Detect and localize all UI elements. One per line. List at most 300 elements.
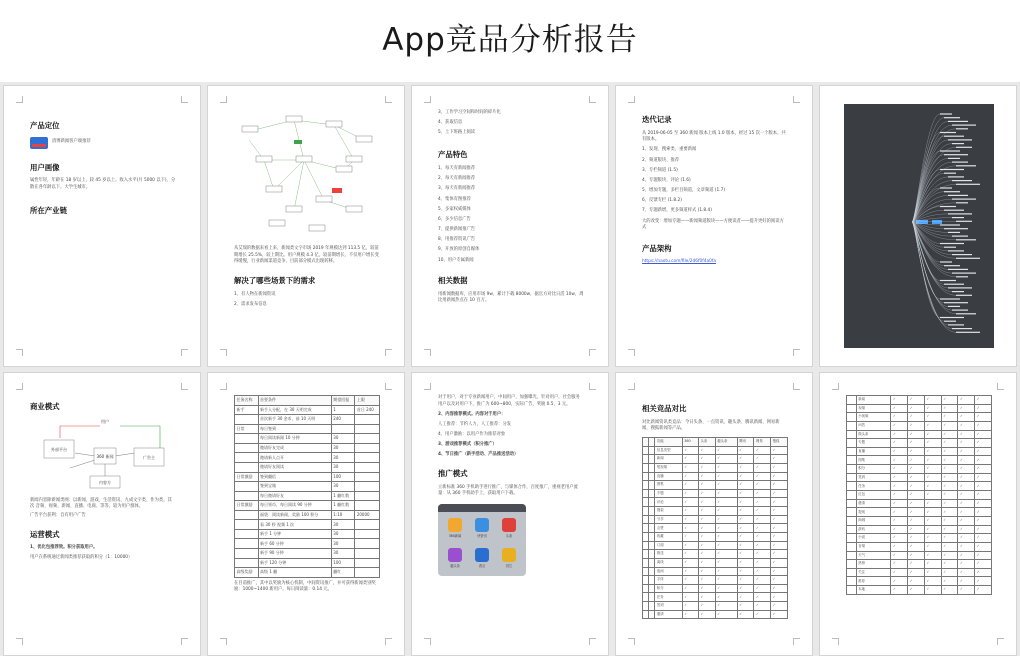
table-row (847, 491, 992, 500)
check-cell: ✓ (737, 472, 754, 481)
table-cell: 100 (331, 472, 355, 482)
check-cell: ✓ (958, 499, 975, 508)
page-thumbnail-4[interactable] (615, 85, 813, 367)
table-cell: 积分 (856, 465, 891, 474)
table-row (643, 550, 788, 559)
iteration-item: 6、反馈专栏 (1.8.2) (642, 198, 682, 204)
check-cell: ✓ (941, 586, 958, 595)
check-cell: ✓ (924, 482, 941, 491)
check-cell: ✓ (908, 456, 925, 465)
mindmap-branch-node (932, 220, 942, 224)
check-cell: ✓ (715, 507, 737, 516)
mindmap-leaf (944, 265, 960, 266)
check-cell: ✓ (975, 430, 992, 439)
table-cell: 直播 (856, 447, 891, 456)
heading-industry-chain: 所在产业链 (30, 205, 67, 215)
table-cell (355, 501, 380, 511)
table-cell: 新手 120 分钟 (258, 558, 331, 568)
mindmap-leaf (948, 269, 968, 270)
iteration-item: 5、增加专题，多栏目频道，文章频道 (1.7) (642, 188, 726, 194)
table-cell (355, 453, 380, 463)
iteration-intro: 从 2019-06-05 至 360 新闻 版本上线 1.0 版本，经过 15 次一个版本，共有版本。 (642, 130, 786, 143)
check-cell: ✓ (754, 558, 771, 567)
page-thumbnail-8[interactable] (411, 372, 609, 656)
table-cell: 信息类型 (655, 446, 682, 455)
check-cell: ✓ (975, 465, 992, 474)
table-row (643, 446, 788, 455)
table-row (643, 524, 788, 533)
check-cell: ✓ (924, 447, 941, 456)
check-cell: ✓ (941, 568, 958, 577)
check-cell: ✓ (941, 473, 958, 482)
check-cell: ✓ (698, 507, 715, 516)
table-cell: 小说 (856, 534, 891, 543)
table-row (235, 539, 380, 549)
table-cell (235, 491, 259, 501)
mindmap-leaf (944, 117, 960, 118)
check-cell: ✓ (737, 567, 754, 576)
check-cell: ✓ (698, 472, 715, 481)
check-cell: ✓ (715, 489, 737, 498)
check-cell: ✓ (958, 447, 975, 456)
table-cell: 30 (331, 520, 355, 530)
mindmap-leaf (952, 328, 972, 329)
table-cell: 邀请好友完成 (258, 443, 331, 453)
check-cell: ✓ (958, 396, 975, 405)
check-cell: ✓ (908, 499, 925, 508)
table-header-cell: 网易 (754, 437, 771, 446)
check-cell: ✓ (891, 586, 908, 595)
mindmap-leaf (944, 136, 964, 137)
check-cell: ✓ (771, 532, 788, 541)
table-cell: 离线 (655, 558, 682, 567)
check-cell: ✓ (771, 515, 788, 524)
check-cell: ✓ (958, 508, 975, 517)
table-row (847, 439, 992, 448)
check-cell: ✓ (771, 446, 788, 455)
table-cell: 天气 (856, 551, 891, 560)
table-cell: 专题 (655, 489, 682, 498)
table-cell: 首次新手 30 金币，前 10 天明 (258, 415, 331, 425)
page-thumbnail-7[interactable] (207, 372, 405, 656)
check-cell: ✓ (698, 515, 715, 524)
feature-item: 3、每天有新闻推荐 (438, 186, 476, 192)
check-cell: ✓ (737, 584, 754, 593)
check-cell: ✓ (737, 524, 754, 533)
app-logo (30, 137, 48, 149)
table-cell (847, 465, 857, 474)
check-cell: ✓ (941, 499, 958, 508)
table-row (235, 434, 380, 444)
page-thumbnail-2[interactable] (207, 85, 405, 367)
table-cell (847, 430, 857, 439)
table-cell (847, 508, 857, 517)
check-cell: ✓ (737, 515, 754, 524)
table-row (643, 455, 788, 464)
table-cell (847, 421, 857, 430)
check-cell: ✓ (771, 584, 788, 593)
check-cell: ✓ (891, 430, 908, 439)
page-thumbnail-1[interactable] (3, 85, 201, 367)
table-cell: 1 翻红数 (331, 491, 355, 501)
mindmap-leaf (948, 139, 972, 140)
check-cell: ✓ (698, 481, 715, 490)
check-cell: ✓ (698, 567, 715, 576)
check-cell: ✓ (958, 534, 975, 543)
app-icon (502, 548, 516, 562)
check-cell: ✓ (908, 568, 925, 577)
table-row (643, 567, 788, 576)
table-cell: 每日签到 (258, 424, 331, 434)
heading-competitor-comparison: 相关竞品对比 (642, 404, 687, 413)
table-row (643, 576, 788, 585)
table-row (847, 482, 992, 491)
iteration-summary: 大的改变：增加专题——新闻频道版块——方便读者——提升更好的阅读方式 (642, 218, 784, 231)
check-cell: ✓ (958, 560, 975, 569)
check-cell: ✓ (958, 456, 975, 465)
check-cell: ✓ (975, 404, 992, 413)
table-cell: 日常 (235, 424, 259, 434)
table-cell (355, 415, 380, 425)
table-cell (355, 549, 380, 559)
table-cell: 签到 (655, 602, 682, 611)
mindmap-leaf (956, 128, 968, 129)
check-cell: ✓ (715, 498, 737, 507)
architecture-link[interactable]: https://naotu.com/file/2d6f0f4a0fa (642, 259, 716, 265)
table-cell: 音频 (856, 542, 891, 551)
check-cell: ✓ (715, 550, 737, 559)
table-header-cell: 搜狐 (771, 437, 788, 446)
app-folder-screenshot (438, 504, 526, 576)
table-cell (847, 560, 857, 569)
check-cell: ✓ (975, 516, 992, 525)
check-cell: ✓ (682, 446, 698, 455)
page-thumbnail-3[interactable] (411, 85, 609, 367)
check-cell: ✓ (771, 463, 788, 472)
table-cell: 评论 (655, 498, 682, 507)
table-cell: 图集 (655, 481, 682, 490)
table-row (643, 481, 788, 490)
table-row (847, 430, 992, 439)
table-cell: 视频 (856, 404, 891, 413)
table-cell: 游戏 (856, 525, 891, 534)
business-model-diagram (30, 418, 180, 494)
table-cell: 每日阅读新闻 10 分钟 (258, 434, 331, 444)
check-cell: ✓ (941, 396, 958, 405)
table-cell: 新手入分配，在 30 天明完成 (258, 405, 331, 415)
table-cell: 新手 90 分钟 (258, 549, 331, 559)
mindmap-leaf (940, 150, 960, 151)
table-row (847, 508, 992, 517)
mindmap-leaf (952, 125, 976, 126)
check-cell: ✓ (682, 472, 698, 481)
check-cell: ✓ (924, 499, 941, 508)
promotion-item: 3、游戏推荐模式（积分推广） (438, 442, 497, 448)
table-cell: 翻红 (331, 568, 355, 578)
related-data-text: 用新闻数据库，应用市场 9w，累计下载 8000w，据官方对比日活 10w，周比用新闻热点在 10 百万。 (438, 291, 584, 304)
check-cell: ✓ (754, 610, 771, 619)
mindmap-leaf (944, 302, 968, 303)
table-header-cell: 趣头条 (715, 437, 737, 446)
mindmap-leaf (948, 213, 972, 214)
check-cell: ✓ (715, 472, 737, 481)
table-header-cell: 任务名称 (235, 396, 259, 406)
table-cell: 本地 (856, 586, 891, 595)
table-cell: 新手 60 分钟 (258, 539, 331, 549)
table-cell: 图集 (856, 456, 891, 465)
table-row (235, 472, 380, 482)
logo-caption: 清博新闻客户端推荐 (52, 139, 91, 145)
check-cell: ✓ (975, 586, 992, 595)
check-cell: ✓ (975, 551, 992, 560)
check-cell: ✓ (698, 455, 715, 464)
check-cell: ✓ (975, 560, 992, 569)
check-cell: ✓ (924, 525, 941, 534)
feature-item: 8、用推荐资讯广告 (438, 237, 476, 243)
check-cell: ✓ (715, 515, 737, 524)
table-header-cell: 功能 (655, 437, 682, 446)
table-cell (235, 434, 259, 444)
table-row (847, 404, 992, 413)
check-cell: ✓ (754, 541, 771, 550)
table-row (643, 489, 788, 498)
table-cell: 问答 (856, 421, 891, 430)
mindmap-leaf (956, 276, 968, 277)
table-cell: 新闻 (655, 455, 682, 464)
check-cell: ✓ (924, 568, 941, 577)
table-cell: 新闻 (856, 396, 891, 405)
table-row (643, 507, 788, 516)
check-cell: ✓ (941, 430, 958, 439)
table-cell: 新手 (235, 405, 259, 415)
table-cell (235, 549, 259, 559)
check-cell: ✓ (682, 481, 698, 490)
table-cell: 30 (331, 482, 355, 492)
table-cell: 小视频 (856, 413, 891, 422)
table-cell (847, 577, 857, 586)
table-cell: 看 30 秒 视频 1 次 (258, 520, 331, 530)
check-cell: ✓ (771, 472, 788, 481)
check-cell: ✓ (737, 532, 754, 541)
diagram-label: 360 新闻 (96, 453, 114, 459)
table-cell (355, 462, 380, 472)
check-cell: ✓ (754, 455, 771, 464)
check-cell: ✓ (924, 577, 941, 586)
table-row (847, 396, 992, 405)
scenario-item: 2、需求发布信息 (234, 301, 267, 307)
promotion-intro: 对于用户，对于专业新闻用户，中间用户，加强曝光，针对用户，社会服务用户以及对用户下，推广为 600~800，实际广告，奖励 0.5，3 元。 (438, 395, 580, 407)
user-profile-text: 属性年轻，年龄在 18 岁以上，较 45 岁以上。收入水平(月 5000 以下)，分散在各年龄以下。大学生城市。 (30, 178, 176, 190)
check-cell: ✓ (682, 576, 698, 585)
table-row (847, 516, 992, 525)
check-cell: ✓ (715, 558, 737, 567)
check-cell: ✓ (715, 567, 737, 576)
task-reward-table (234, 395, 380, 578)
check-cell: ✓ (924, 421, 941, 430)
scenario-item: 1、有人物在新闻资讯 (234, 291, 276, 297)
check-cell: ✓ (698, 576, 715, 585)
check-cell: ✓ (924, 551, 941, 560)
table-row (235, 424, 380, 434)
check-cell: ✓ (941, 404, 958, 413)
table-cell: 30 (331, 443, 355, 453)
table-row (643, 515, 788, 524)
table-row (847, 499, 992, 508)
check-cell: ✓ (891, 534, 908, 543)
check-cell: ✓ (754, 498, 771, 507)
table-cell: 30 (331, 549, 355, 559)
check-cell: ✓ (924, 516, 941, 525)
mindmap-leaf (944, 247, 956, 248)
check-cell: ✓ (754, 515, 771, 524)
task-table-footer: 在目前推广，其中以奖励为核心机制，中间资讯推广，并可获得新闻类别奖励：1000~1400 新用户。每日阅读量：0.14 元。 (234, 580, 376, 593)
mindmap-leaf (956, 202, 968, 203)
table-cell: 福袋：阅读新闻，奖励 100 积分 (258, 510, 331, 520)
heading-business-model: 商业模式 (30, 402, 60, 411)
check-cell: ✓ (754, 593, 771, 602)
app-icon (448, 548, 462, 562)
check-cell: ✓ (682, 602, 698, 611)
mindmap-leaf (940, 261, 952, 262)
table-cell (355, 558, 380, 568)
table-cell: 30 (331, 462, 355, 472)
check-cell: ✓ (924, 439, 941, 448)
page-thumbnail-10[interactable] (819, 372, 1017, 656)
check-cell: ✓ (754, 472, 771, 481)
page-thumbnail-6[interactable] (3, 372, 201, 656)
page-thumbnail-5[interactable] (819, 85, 1017, 367)
table-cell: 每日领币，每日阅读 90 分钟 (258, 501, 331, 511)
check-cell: ✓ (682, 610, 698, 619)
mindmap-leaf (956, 239, 976, 240)
check-cell: ✓ (975, 508, 992, 517)
table-row (643, 463, 788, 472)
mindmap-leaf (944, 173, 956, 174)
mindmap-panel (844, 104, 994, 348)
promotion-item: 2、内容推荐模式。内容对于用户： (438, 411, 506, 417)
table-cell (235, 482, 259, 492)
table-cell (235, 443, 259, 453)
check-cell: ✓ (698, 550, 715, 559)
check-cell: ✓ (698, 558, 715, 567)
table-cell: 日常激励 (235, 472, 259, 482)
page-thumbnail-9[interactable] (615, 372, 813, 656)
table-cell: 推送 (655, 550, 682, 559)
app-icon (448, 518, 462, 532)
check-cell: ✓ (958, 465, 975, 474)
table-cell: 提现 (856, 508, 891, 517)
mindmap-leaf (956, 184, 980, 185)
check-cell: ✓ (754, 602, 771, 611)
app-icon (502, 518, 516, 532)
table-cell: 红包 (856, 491, 891, 500)
table-cell: 高级 1 翻 (258, 568, 331, 578)
check-cell: ✓ (715, 481, 737, 490)
mindmap-leaf (944, 154, 968, 155)
check-cell: ✓ (975, 534, 992, 543)
check-cell: ✓ (891, 516, 908, 525)
feature-item: 4、集体有图推荐 (438, 196, 471, 202)
table-cell: 邀请新人点开 (258, 453, 331, 463)
check-cell: ✓ (941, 516, 958, 525)
check-cell: ✓ (737, 558, 754, 567)
operation-item: 1、优化包推荐效。积分获取用户。 (30, 545, 98, 551)
check-cell: ✓ (771, 507, 788, 516)
check-cell: ✓ (682, 463, 698, 472)
check-cell: ✓ (754, 446, 771, 455)
table-row (643, 610, 788, 619)
table-row (847, 465, 992, 474)
mindmap-leaf (956, 165, 976, 166)
check-cell: ✓ (771, 593, 788, 602)
mindmap-leaf (940, 298, 960, 299)
mindmap-leaf (952, 143, 964, 144)
check-cell: ✓ (698, 584, 715, 593)
mindmap-edge (912, 222, 940, 262)
check-cell: ✓ (715, 455, 737, 464)
check-cell: ✓ (924, 404, 941, 413)
table-row (235, 549, 380, 559)
check-cell: ✓ (737, 507, 754, 516)
mindmap-leaf (956, 313, 976, 314)
check-cell: ✓ (941, 508, 958, 517)
check-cell: ✓ (682, 524, 698, 533)
app-icon (475, 548, 489, 562)
table-cell: 1 翻红数 (331, 501, 355, 511)
heading-product-architecture: 产品架构 (642, 243, 672, 253)
table-cell: 关注 (856, 568, 891, 577)
table-row (643, 498, 788, 507)
check-cell: ✓ (941, 465, 958, 474)
check-cell: ✓ (682, 532, 698, 541)
check-cell: ✓ (891, 439, 908, 448)
table-cell (355, 482, 380, 492)
check-cell: ✓ (908, 421, 925, 430)
feature-item: 10、用户专属新闻 (438, 257, 474, 263)
promotion-item: 人工推荐：节约人力，人工推荐：分发 (438, 421, 512, 427)
check-cell: ✓ (737, 489, 754, 498)
mindmap-leaf (956, 147, 972, 148)
check-cell: ✓ (737, 610, 754, 619)
table-cell: 30 (331, 453, 355, 463)
check-cell: ✓ (941, 413, 958, 422)
table-cell (235, 558, 259, 568)
check-cell: ✓ (891, 551, 908, 560)
check-cell: ✓ (891, 413, 908, 422)
table-row (235, 415, 380, 425)
check-cell: ✓ (698, 532, 715, 541)
check-cell: ✓ (891, 568, 908, 577)
table-cell: 签到 (856, 473, 891, 482)
iteration-item: 4、专题版块、评论 (1.6) (642, 177, 691, 183)
table-cell: 推荐 (856, 577, 891, 586)
check-cell: ✓ (908, 551, 925, 560)
table-cell (847, 516, 857, 525)
check-cell: ✓ (891, 473, 908, 482)
mindmap-leaf (952, 310, 968, 311)
table-row (847, 447, 992, 456)
check-cell: ✓ (891, 542, 908, 551)
table-cell: 夜间 (655, 567, 682, 576)
table-row (847, 525, 992, 534)
mindmap-leaf (940, 169, 964, 170)
check-cell: ✓ (754, 489, 771, 498)
table-cell: 高级奖励 (235, 568, 259, 578)
check-cell: ✓ (958, 439, 975, 448)
check-cell: ✓ (958, 413, 975, 422)
heading-product-positioning: 产品定位 (30, 121, 60, 130)
check-cell: ✓ (958, 542, 975, 551)
